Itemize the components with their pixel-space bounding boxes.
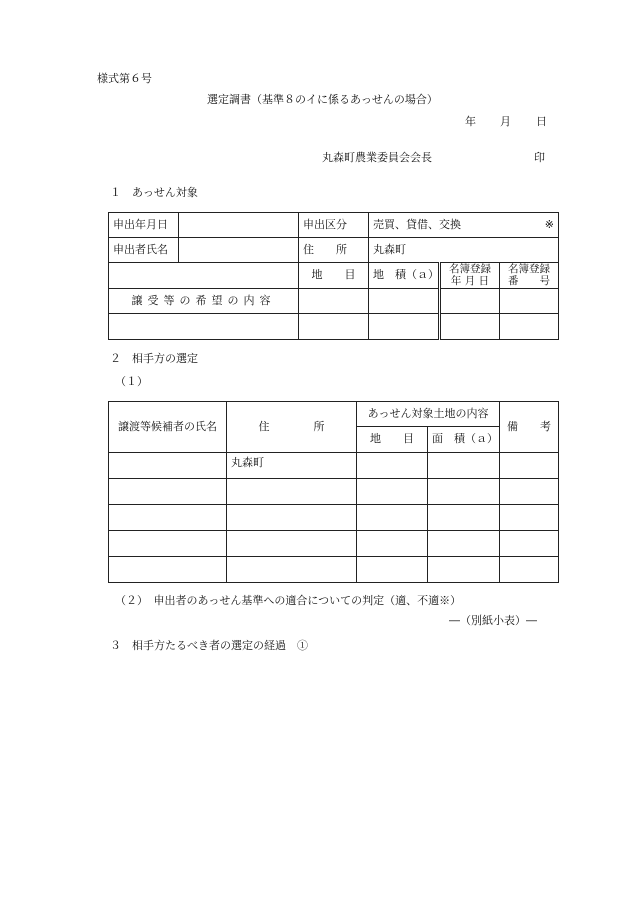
header-land-category: 地 目 (299, 263, 369, 289)
note-mark: ※ (544, 217, 554, 231)
seal-mark: 印 (534, 151, 545, 164)
wish-registration-date-2 (440, 314, 500, 340)
land-area-cell (428, 557, 500, 583)
candidate-name-cell (109, 453, 227, 479)
candidate-address-cell (227, 479, 357, 505)
table-row (109, 505, 559, 531)
wish-registration-date (440, 289, 500, 314)
table-row (109, 557, 559, 583)
section2-sub2: （２） 申出者のあっせん基準への適合についての判定（適、不適※） (115, 594, 462, 607)
date-year: 年 (465, 115, 476, 128)
registration-number-line2: 番 号 (508, 274, 550, 287)
wish-registration-number-2 (500, 314, 559, 340)
registration-number-line1: 名簿登録 (508, 263, 550, 276)
remarks-cell (500, 531, 559, 557)
candidate-name-cell (109, 505, 227, 531)
header-land-area: 地 積（ａ） (369, 263, 440, 289)
header-land-content: あっせん対象土地の内容 (357, 402, 500, 427)
wish-land-area (369, 289, 440, 314)
date-day: 日 (536, 115, 547, 128)
section3-heading: ３ 相手方たるべき者の選定の経過 ① (110, 639, 308, 652)
remarks-cell (500, 557, 559, 583)
attachment-note: ―（別紙小表）― (449, 614, 537, 627)
date-month: 月 (500, 115, 511, 128)
land-area-cell (428, 479, 500, 505)
application-type-value: 売買、貸借、交換 (373, 217, 461, 231)
label-wish-content: 譲受等の希望の内容 (109, 289, 299, 314)
candidate-address-cell (227, 505, 357, 531)
committee-chair: 丸森町農業委員会会長 (322, 151, 432, 164)
address-value: 丸森町 (369, 238, 559, 263)
land-category-cell (357, 479, 428, 505)
header-registration-date (440, 263, 500, 289)
table-row (109, 479, 559, 505)
label-applicant-name: 申出者氏名 (109, 238, 179, 263)
section2-sub1: （１） (115, 375, 148, 388)
candidate-name-cell (109, 479, 227, 505)
candidate-name-cell (109, 557, 227, 583)
applicant-name-value (179, 238, 299, 263)
blank-header-cell (109, 263, 299, 289)
header-candidate-name: 譲渡等候補者の氏名 (109, 402, 227, 453)
section1-table (108, 212, 559, 340)
candidate-address-cell (227, 557, 357, 583)
section1-heading: １ あっせん対象 (110, 186, 198, 199)
land-area-cell (428, 505, 500, 531)
table-row (109, 453, 559, 479)
wish-land-category-2 (299, 314, 369, 340)
application-type-cell (369, 213, 559, 238)
document-title: 選定調書（基準８のイに係るあっせんの場合） (207, 93, 438, 106)
label-address: 住 所 (299, 238, 369, 263)
form-number: 様式第６号 (97, 72, 152, 85)
land-area-cell (428, 453, 500, 479)
land-category-cell (357, 453, 428, 479)
land-category-cell (357, 531, 428, 557)
label-application-type: 申出区分 (299, 213, 369, 238)
registration-date-line2: 年 月 日 (450, 274, 490, 287)
remarks-cell (500, 505, 559, 531)
section2-table (108, 401, 559, 583)
candidate-name-cell (109, 531, 227, 557)
wish-content-value (109, 314, 299, 340)
header-candidate-address: 住 所 (227, 402, 357, 453)
wish-land-area-2 (369, 314, 440, 340)
registration-date-line1: 名簿登録 (449, 263, 491, 276)
land-category-cell (357, 557, 428, 583)
header-land-category-2: 地 目 (357, 427, 428, 453)
remarks-cell (500, 479, 559, 505)
candidate-address-cell (227, 531, 357, 557)
remarks-cell (500, 453, 559, 479)
header-registration-number (500, 263, 559, 289)
header-remarks: 備 考 (500, 402, 559, 453)
section2-heading: ２ 相手方の選定 (110, 352, 198, 365)
land-category-cell (357, 505, 428, 531)
wish-land-category (299, 289, 369, 314)
label-application-date: 申出年月日 (109, 213, 179, 238)
wish-registration-number (500, 289, 559, 314)
header-land-area-2: 面 積（ａ） (428, 427, 500, 453)
candidate-address-cell: 丸森町 (227, 453, 357, 479)
table-row (109, 531, 559, 557)
land-area-cell (428, 531, 500, 557)
application-date-value (179, 213, 299, 238)
